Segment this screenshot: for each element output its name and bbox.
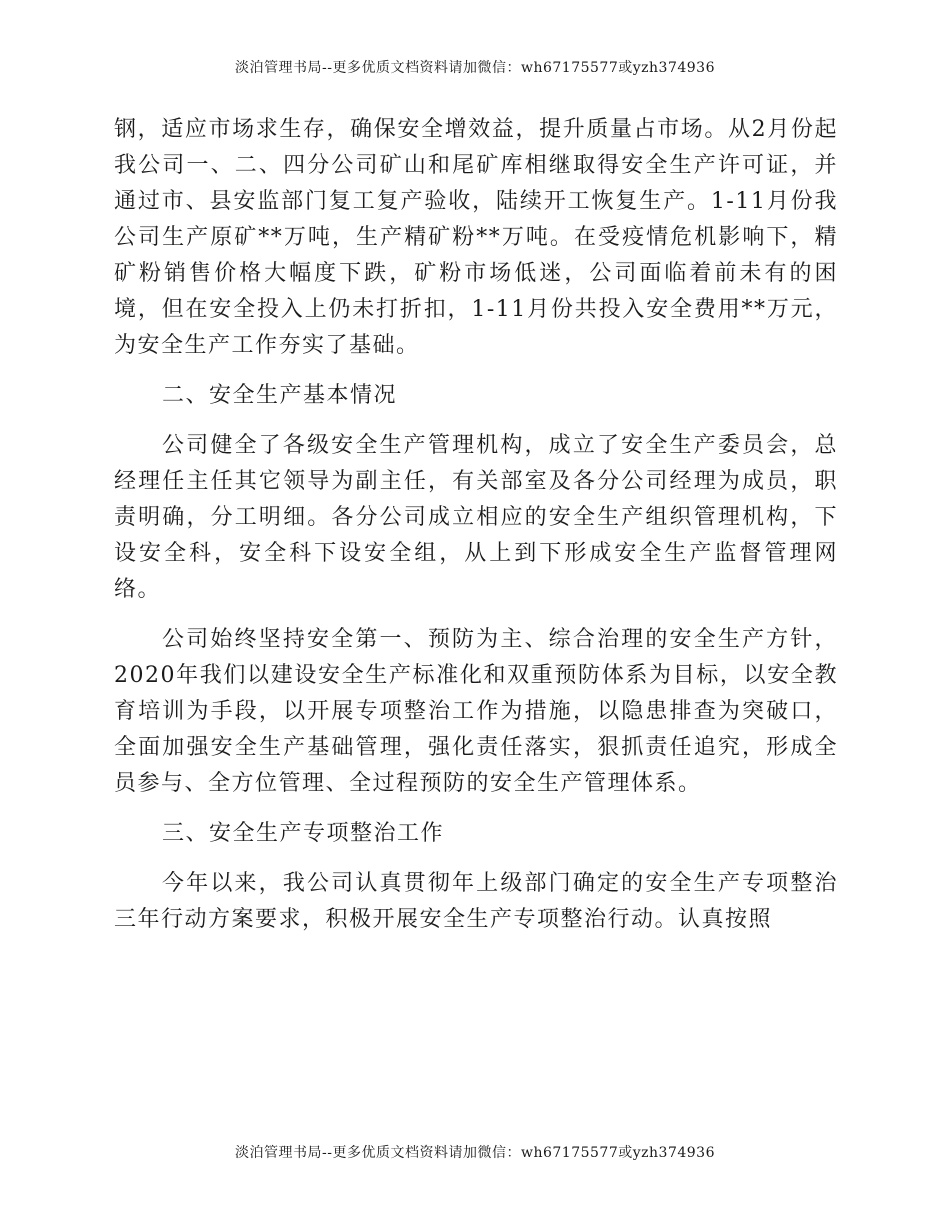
section-heading-2: 二、安全生产基本情况 <box>162 383 398 408</box>
paragraph-intro: 钢，适应市场求生存，确保安全增效益，提升质量占市场。从2月份起我公司一、二、四分公司矿山和尾矿库相继取得安全生产许可证，并通过市、县安监部门复工复产验收，陆续开工恢复生产。1-11月份我公司生产原矿**万吨，生产精矿粉**万吨。在受疫情危机影响下，精矿粉销售价格大幅度下跌，矿粉市场低迷，公司面临着前未有的困境，但在安全投入上仍未打折扣，1-11月份共投入安全费用**万元，为安全生产工作夯实了基础。 <box>114 117 838 358</box>
section-heading-3: 三、安全生产专项整治工作 <box>162 821 445 846</box>
page-header: 淡泊管理书局--更多优质文档资料请加微信：wh67175577或yzh374936 <box>235 60 715 76</box>
paragraph-2b: 公司始终坚持安全第一、预防为主、综合治理的安全生产方针，2020年我们以建设安全生产标准化和双重预防体系为目标，以安全教育培训为手段，以开展专项整治工作为措施，以隐患排查为突破口，全面加强安全生产基础管理，强化责任落实，狠抓责任追究，形成全员参与、全方位管理、全过程预防的安全生产管理体系。 <box>114 627 838 796</box>
document-body <box>114 112 838 952</box>
paragraph-2a: 公司健全了各级安全生产管理机构，成立了安全生产委员会，总经理任主任其它领导为副主任，有关部室及各分公司经理为成员，职责明确，分工明细。各分公司成立相应的安全生产组织管理机构，下设安全科，安全科下设安全组，从上到下形成安全生产监督管理网络。 <box>114 433 838 602</box>
page-footer: 淡泊管理书局--更多优质文档资料请加微信：wh67175577或yzh374936 <box>235 1145 715 1161</box>
paragraph-3a: 今年以来，我公司认真贯彻年上级部门确定的安全生产专项整治三年行动方案要求，积极开展安全生产专项整治行动。认真按照 <box>114 871 838 932</box>
